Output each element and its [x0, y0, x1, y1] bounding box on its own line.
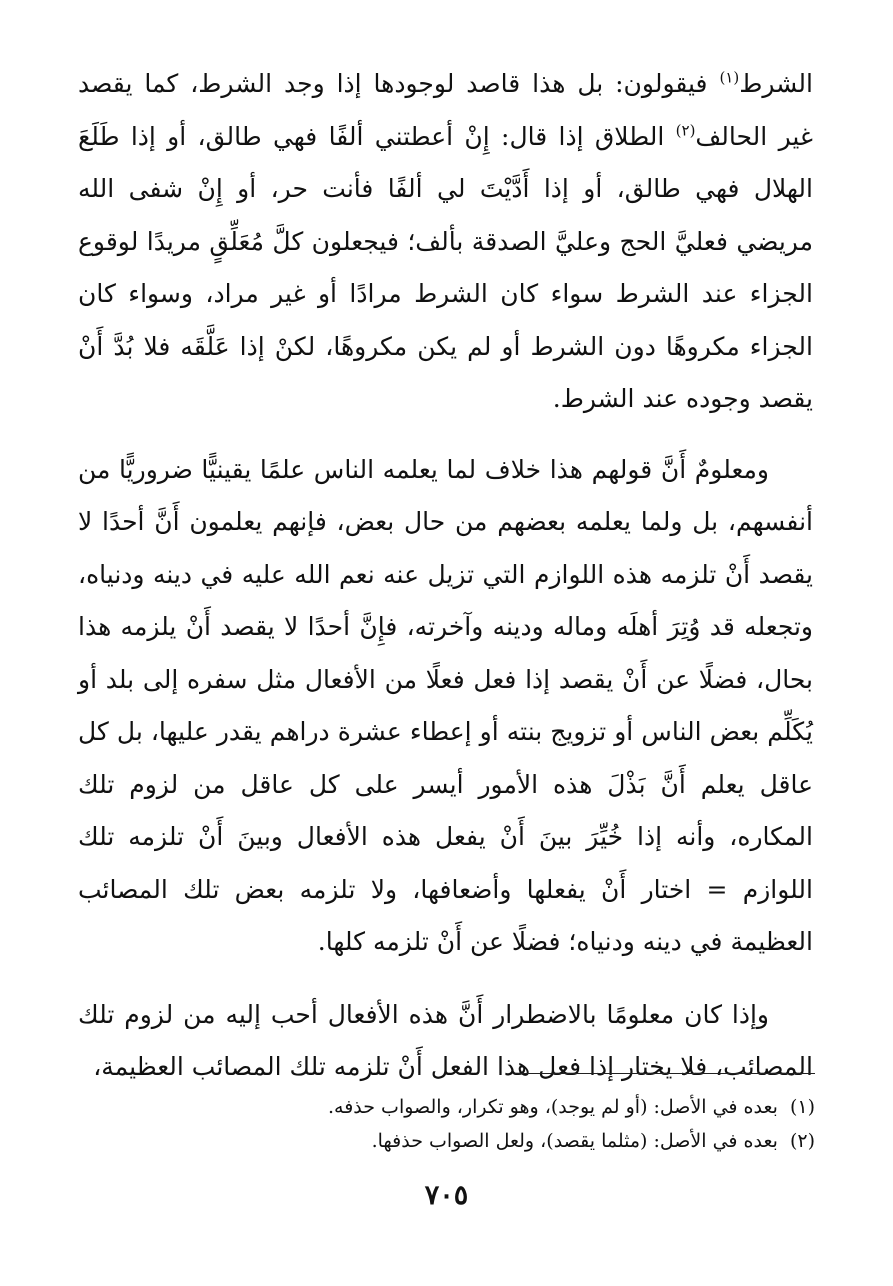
paragraph-1-middle: فيقولون: بل هذا قاصد لوجودها إذا وجد الشرط، كما يقصد غير الحالف: [78, 69, 813, 151]
footnote-2-number: (٢): [789, 1130, 815, 1152]
paragraph-3: وإذا كان معلومًا بالاضطرار أَنَّ هذه الأفعال أحب إليه من لزوم تلك المصائب، فلا يختار إذا فعل هذا الفعل أَنْ تلزمه تلك المصائب العظيمة،: [78, 999, 813, 1081]
footnote-2: [78, 1124, 815, 1158]
paragraph-1: [78, 58, 813, 426]
footnote-1-text: بعده في الأصل: (أو لم يوجد)، وهو تكرار، والصواب حذفه.: [327, 1096, 778, 1118]
footnotes: [78, 1090, 815, 1158]
page-number: ٧٠٥: [424, 1180, 469, 1211]
footnote-1: [78, 1090, 815, 1124]
main-text: [78, 58, 813, 1094]
footnote-ref-2: (٢): [675, 121, 696, 140]
paragraph-1-start: الشرط: [739, 69, 813, 98]
footnote-divider: [515, 1073, 815, 1074]
footnote-ref-1: (١): [719, 68, 740, 87]
footnote-2-text: بعده في الأصل: (مثلما يقصد)، ولعل الصواب حذفها.: [371, 1130, 778, 1152]
footnote-1-number: (١): [789, 1096, 815, 1118]
paragraph-2: ومعلومٌ أَنَّ قولهم هذا خلاف لما يعلمه الناس علمًا يقينيًّا ضروريًّا من أنفسهم، بل ولما يعلمه بعضهم من حال بعض، فإنهم يعلمون أَنَّ أحدًا لا يقصد أَنْ تلزمه هذه اللوازم التي تزيل عنه نعم الله عليه في دينه ودنياه، وتجعله قد وُتِرَ أهلَه وماله ودينه وآخرته، فإِنَّ أحدًا لا يقصد أَنْ يلزمه هذا بحال، فضلًا عن أَنْ يقصد إذا فعل فعلًا من الأفعال مثل سفره إلى بلد أو يُكَلِّم بعض الناس أو تزويج بنته أو إعطاء عشرة دراهم يقدر عليها، بل كل عاقل يعلم أَنَّ بَذْلَ هذه الأمور أيسر على كل عاقل من لزوم تلك المكاره، وأنه إذا خُيِّرَ بينَ أَنْ يفعل هذه الأفعال وبينَ أَنْ تلزمه تلك اللوازم = اختار أَنْ يفعلها وأضعافها، ولا تلزمه بعض تلك المصائب العظيمة في دينه ودنياه؛ فضلًا عن أَنْ تلزمه كلها.: [78, 454, 813, 956]
paragraph-1-end: الطلاق إذا قال: إِنْ أعطتني ألفًا فهي طالق، أو إذا طَلَعَ الهلال فهي طالق، أو إذا أَدَّيْتَ لي ألفًا فأنت حر، أو إِنْ شفى الله مريضي فعليَّ الحج وعليَّ الصدقة بألف؛ فيجعلون كلَّ مُعَلِّقٍ مريدًا لوقوع الجزاء عند الشرط سواء كان الشرط مرادًا أو غير مراد، وسواء كان الجزاء مكروهًا دون الشرط أو لم يكن مكروهًا، لكنْ إذا عَلَّقَه فلا بُدَّ أَنْ يقصد وجوده عند الشرط.: [78, 121, 813, 413]
